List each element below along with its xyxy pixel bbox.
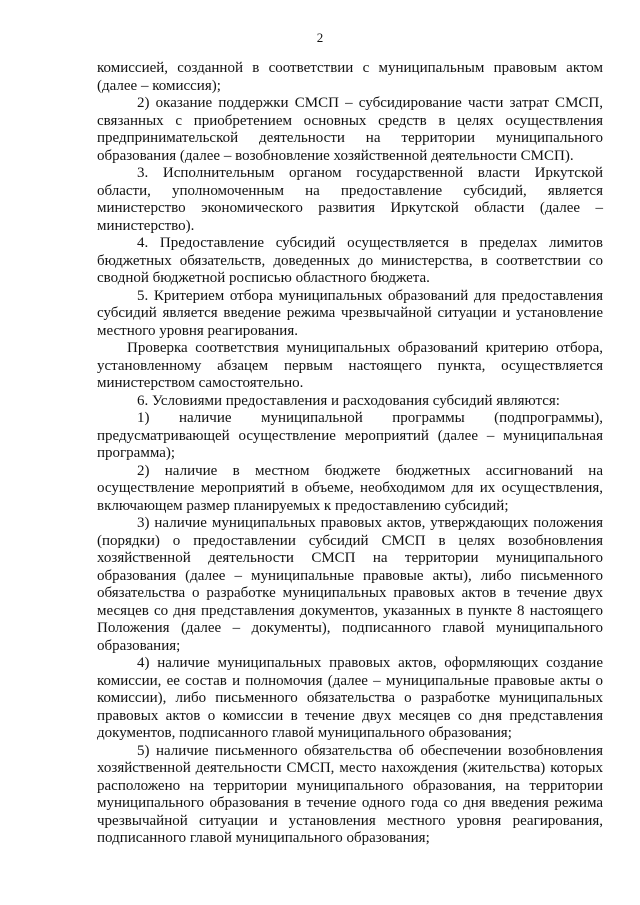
document-body (97, 60, 603, 848)
condition-5-written-obligation: 5) наличие письменного обязательства об обеспечении возобновления хозяйственной деятельности СМСП, место нахождения (жительства) которых расположено на территории муниципального образования, на территории муниципального образования в течение одного года со дня введения режима чрезвычайной ситуации и установления местного уровня реагирования, подписанного главой муниципального образования; (97, 742, 603, 846)
paragraph-continuation: комиссией, созданной в соответствии с муниципальным правовым актом (далее – комиссия); (97, 60, 603, 94)
paragraph-6-conditions: 6. Условиями предоставления и расходования субсидий являются: (137, 392, 560, 409)
paragraph-3-executive-body: 3. Исполнительным органом государственной власти Иркутской области, уполномоченным на предоставление субсидий, является министерство экономического развития Иркутской области (далее – министерство). (97, 165, 603, 234)
paragraph-item-2-support: 2) оказание поддержки СМСП – субсидирование части затрат СМСП, связанных с приобретением основных средств в целях осуществления предпринимательской деятельности на территории муниципального образования (далее – возобновление хозяйственной деятельности СМСП). (97, 95, 603, 164)
paragraph-5-selection-criterion: 5. Критерием отбора муниципальных образований для предоставления субсидий является введение режима чрезвычайной ситуации и установление местного уровня реагирования. (97, 287, 603, 339)
condition-2-budget-allocations: 2) наличие в местном бюджете бюджетных ассигнований на осуществление мероприятий в объеме, необходимом для их осуществления, включающем размер планируемых к предоставлению субсидий; (97, 462, 603, 514)
paragraph-criterion-check: Проверка соответствия муниципальных образований критерию отбора, установленному абзацем первым настоящего пункта, осуществляется министерством самостоятельно. (97, 340, 603, 391)
condition-1-municipal-program: 1) наличие муниципальной программы (подпрограммы), предусматривающей осуществление мероприятий (далее – муниципальная программа); (97, 410, 603, 461)
condition-3-legal-acts: 3) наличие муниципальных правовых актов, утверждающих положения (порядки) о предоставлении субсидий СМСП в целях возобновления хозяйственной деятельности СМСП на территории муниципального образования (далее – муниципальные правовые акты), либо письменного обязательства о разработке муниципальных правовых актов в течение двух месяцев со дня представления документов, указанных в пункте 8 настоящего Положения (далее – документы), подписанного главой муниципального образования; (97, 515, 603, 654)
condition-4-commission-acts: 4) наличие муниципальных правовых актов, оформляющих создание комиссии, ее состав и полномочия (далее – муниципальные правовые акты о комиссии), либо письменного обязательства о разработке муниципальных правовых актов о комиссии в течение двух месяцев со дня представления документов, подписанного главой муниципального образования; (97, 655, 603, 741)
paragraph-4-subsidy-limits: 4. Предоставление субсидий осуществляется в пределах лимитов бюджетных обязательств, доведенных до министерства, в соответствии со сводной бюджетной росписью областного бюджета. (97, 235, 603, 286)
page-number: 2 (316, 30, 324, 45)
